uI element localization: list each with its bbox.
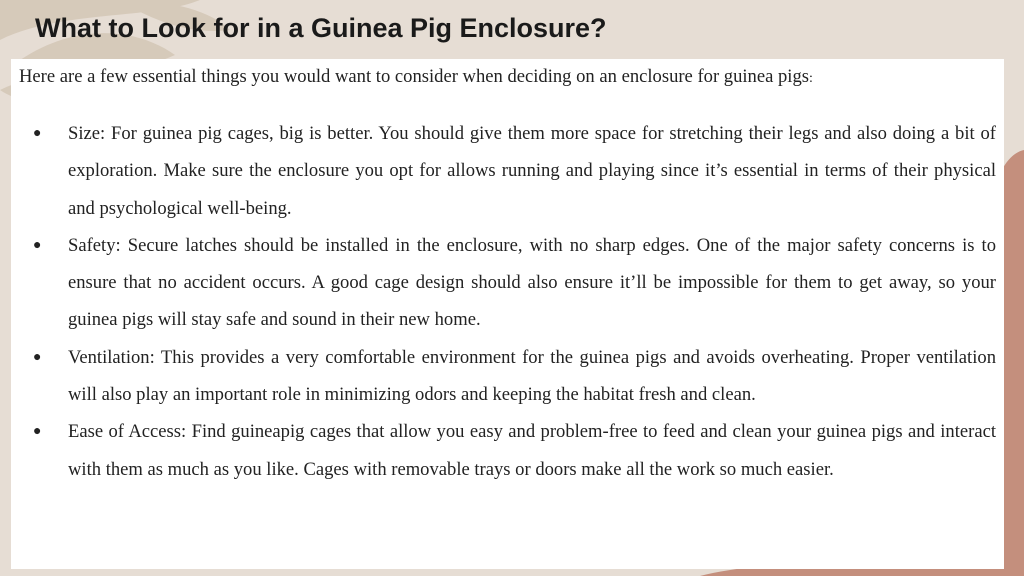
list-item-size xyxy=(19,115,996,227)
list-item-ventilation xyxy=(19,339,996,414)
bullet-icon: ● xyxy=(33,349,42,365)
page-title: What to Look for in a Guinea Pig Enclosure? xyxy=(35,13,607,43)
list-item-text: Ease of Access: Find guineapig cages that allow you easy and problem-free to feed and clean your guinea pigs and interact with them as much as you like. Cages with removable trays or doors make all the work so much easier. xyxy=(68,421,996,480)
list-item-text: Ventilation: This provides a very comfortable environment for the guinea pigs and avoids overheating. Proper ventilation will also play an important role in minimizing odors and keeping the habitat fresh and clean. xyxy=(68,346,996,406)
intro-text: Here are a few essential things you would want to consider when deciding on an enclosure for guinea pigs xyxy=(19,66,809,87)
bullet-icon: ● xyxy=(33,424,42,440)
list-item-text: Safety: Secure latches should be installed in the enclosure, with no sharp edges. One of the major safety concerns is to ensure that no accident occurs. A good cage design should also ensure it’ll be impossible for them to get away, so your guinea pigs will stay safe and sound in their new home. xyxy=(68,234,996,331)
list-item-text: Size: For guinea pig cages, big is better. You should give them more space for stretching their legs and also doing a bit of exploration. Make sure the enclosure you opt for allows running and playing since it’s essential in terms of their physical and psychological well-being. xyxy=(68,123,996,219)
considerations-list xyxy=(19,115,996,488)
bullet-icon: ● xyxy=(33,237,42,253)
content-panel xyxy=(11,59,1004,569)
bullet-icon: ● xyxy=(33,126,42,141)
intro-colon: : xyxy=(809,71,813,86)
list-item-safety xyxy=(19,227,996,339)
list-item-ease-of-access xyxy=(19,413,996,488)
intro-paragraph xyxy=(19,63,996,93)
